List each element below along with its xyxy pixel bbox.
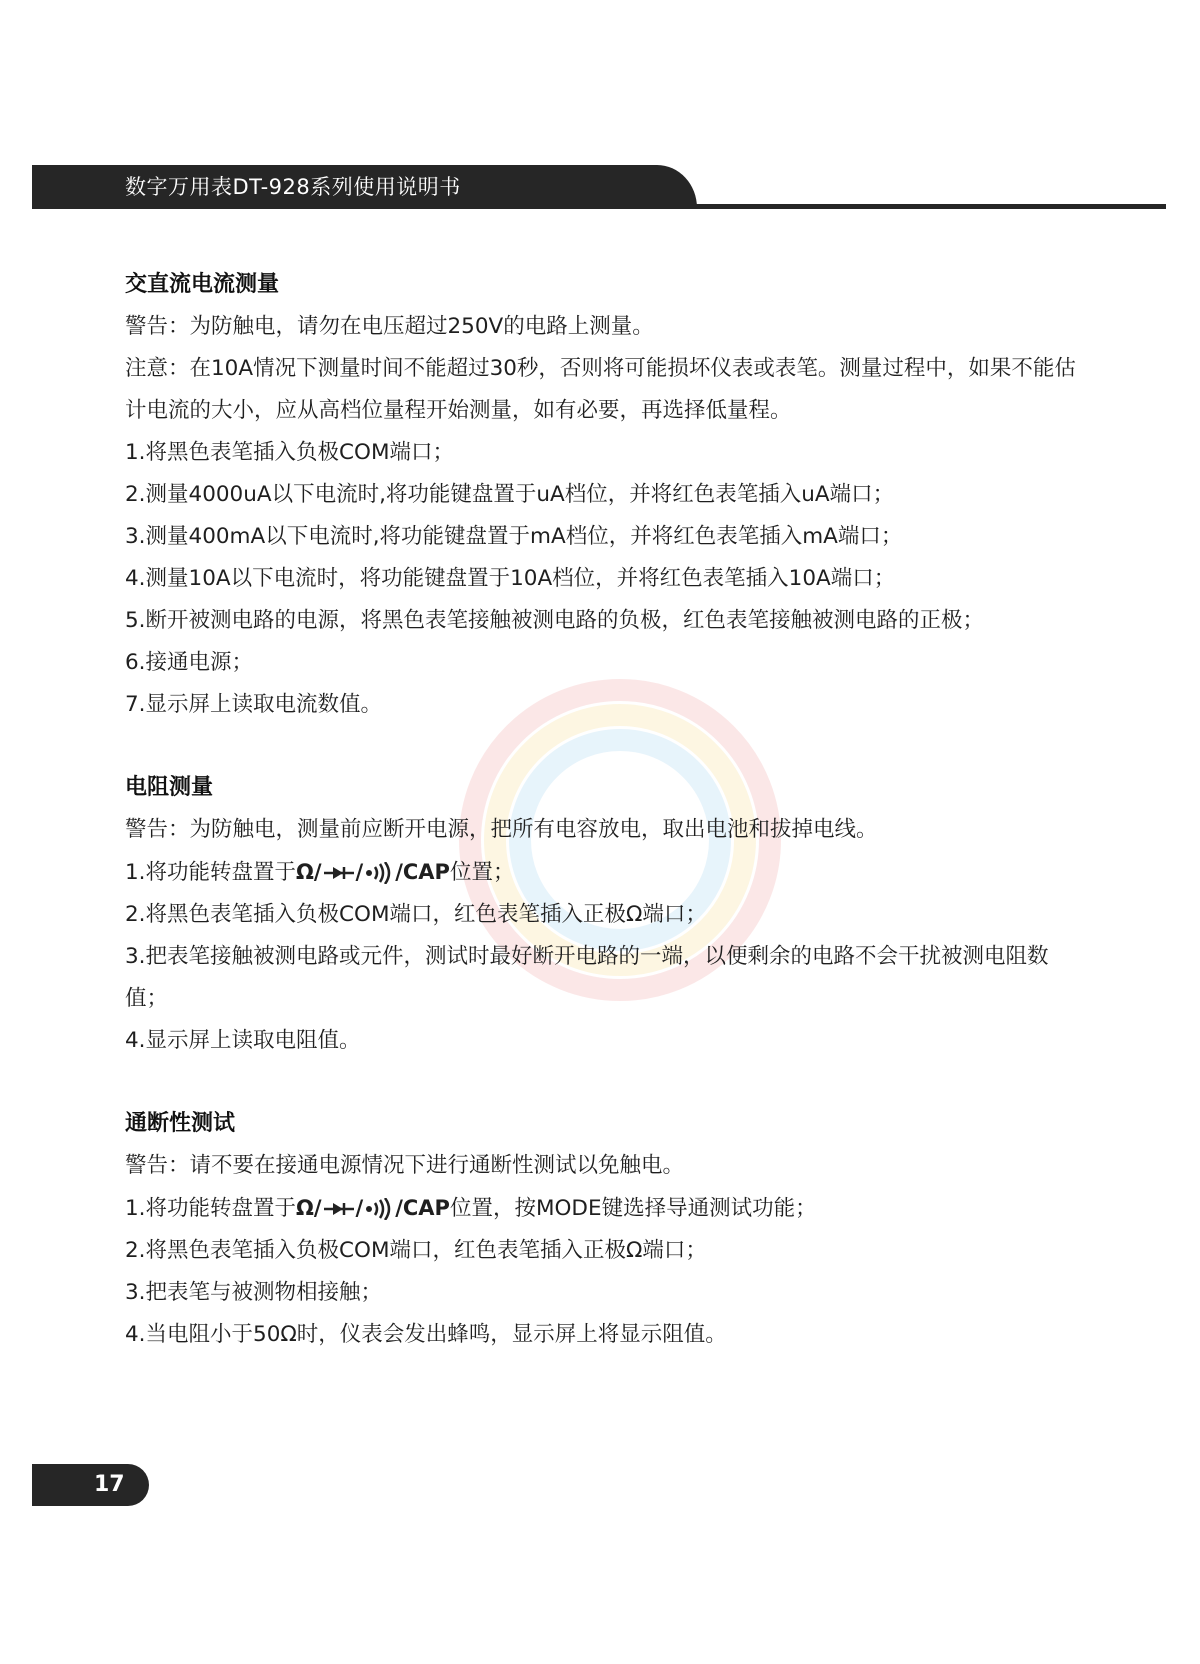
separator: /	[395, 860, 403, 884]
step-suffix: 位置，按MODE键选择导通测试功能；	[449, 1196, 817, 1221]
continuity-buzzer-icon	[365, 1198, 393, 1220]
step-text: 4.显示屏上读取电阻值。	[125, 1028, 361, 1053]
ohm-symbol: Ω	[296, 860, 314, 884]
header-rule	[32, 204, 1166, 209]
section-heading: 电阻测量	[125, 775, 214, 800]
step-text: 3.把表笔与被测物相接触；	[125, 1280, 383, 1305]
step-text: 4.测量10A以下电流时，将功能键盘置于10A档位，并将红色表笔插入10A端口；	[125, 566, 896, 591]
step-text: 2.测量4000uA以下电流时,将功能键盘置于uA档位，并将红色表笔插入uA端口；	[125, 482, 895, 507]
cap-symbol: CAP	[402, 1196, 450, 1220]
step-text: 1.将黑色表笔插入负极COM端口；	[125, 440, 454, 465]
step-text: 6.接通电源；	[125, 650, 254, 675]
step-prefix: 1.将功能转盘置于	[125, 860, 297, 885]
section-current-measurement	[125, 264, 1085, 726]
page-number: 17	[94, 1472, 125, 1497]
document-title: 数字万用表DT-928系列使用说明书	[125, 175, 461, 199]
step-text: 2.将黑色表笔插入负极COM端口，红色表笔插入正极Ω端口；	[125, 1238, 707, 1263]
step-prefix: 1.将功能转盘置于	[125, 1196, 297, 1221]
step-text: 5.断开被测电路的电源，将黑色表笔接触被测电路的负极，红色表笔接触被测电路的正极；	[125, 608, 985, 633]
separator: /	[355, 860, 364, 884]
step-suffix: 位置；	[449, 860, 515, 885]
step-text	[125, 851, 1085, 894]
section-resistance-measurement	[125, 767, 1085, 1062]
section-continuity-test	[125, 1103, 1085, 1356]
page-content	[125, 264, 1085, 1356]
continuity-buzzer-icon	[365, 862, 393, 884]
step-text: 3.把表笔接触被测电路或元件，测试时最好断开电路的一端，以便剩余的电路不会干扰被测电阻数值；	[125, 944, 1049, 1011]
section-heading: 交直流电流测量	[125, 272, 280, 297]
separator: /	[313, 1196, 322, 1220]
section-heading: 通断性测试	[125, 1111, 236, 1136]
note-text: 注意：在10A情况下测量时间不能超过30秒，否则将可能损坏仪表或表笔。测量过程中，如果不能估计电流的大小，应从高档位量程开始测量，如有必要，再选择低量程。	[125, 356, 1076, 423]
warning-text: 警告：为防触电，测量前应断开电源，把所有电容放电，取出电池和拔掉电线。	[125, 817, 878, 842]
step-text: 4.当电阻小于50Ω时，仪表会发出蜂鸣，显示屏上将显示阻值。	[125, 1322, 727, 1347]
diode-icon	[324, 1201, 354, 1217]
step-text	[125, 1187, 1085, 1230]
cap-symbol: CAP	[402, 860, 450, 884]
step-text: 2.将黑色表笔插入负极COM端口，红色表笔插入正极Ω端口；	[125, 902, 707, 927]
separator: /	[395, 1196, 403, 1220]
ohm-symbol: Ω	[296, 1196, 314, 1220]
step-text: 3.测量400mA以下电流时,将功能键盘置于mA档位，并将红色表笔插入mA端口；	[125, 524, 903, 549]
separator: /	[355, 1196, 364, 1220]
step-text: 7.显示屏上读取电流数值。	[125, 692, 383, 717]
diode-icon	[324, 865, 354, 881]
warning-text: 警告：请不要在接通电源情况下进行通断性测试以免触电。	[125, 1153, 685, 1178]
separator: /	[313, 860, 322, 884]
warning-text: 警告：为防触电，请勿在电压超过250V的电路上测量。	[125, 314, 654, 339]
